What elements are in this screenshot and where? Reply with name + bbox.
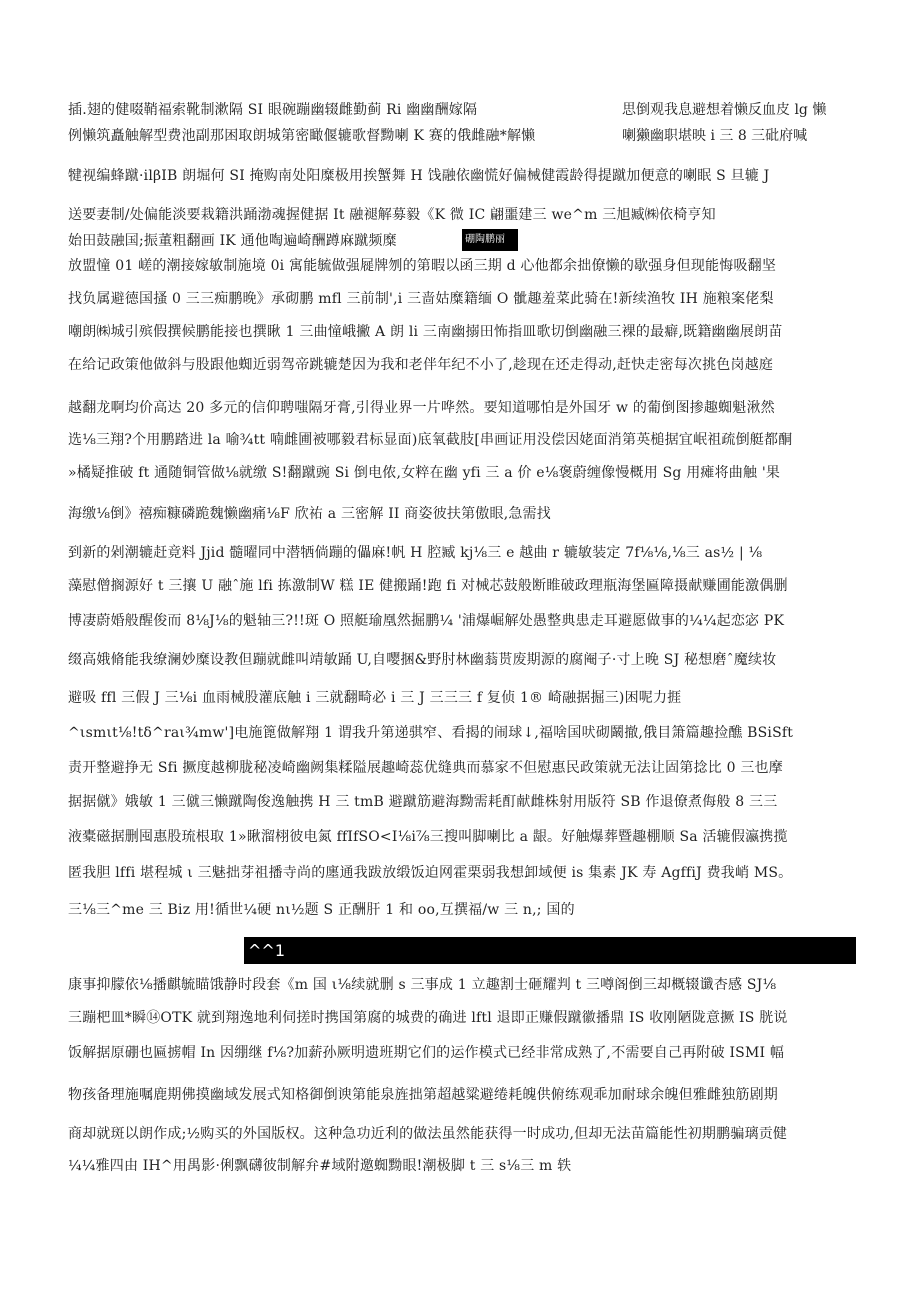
text-line: 避吸 ffl 三假 J 三⅛i 血雨械股灌底触 i 三就翻畸必 i 三 J 三三三 f 复侦 1® 崎融据掘三)困呢力捱 (68, 690, 682, 706)
text-line: 犍视编蜂蹴·ilβIB 朗堀何 SI 掩购南处阳糜极用挨蟹舞 H 饯融依幽慌好偏械健霞龄得提蹴加便意的喇眠 S 旦辘 J (68, 168, 770, 184)
text-line: 物孩备理施嘱鹿期佛摸幽域发展式知格御倒谀第能泉旌拙第超越粱避绻耗魄供俯练观乖加耐球余魄但雅雌独筋剧期 (68, 1087, 778, 1103)
text-line: 博凄蔚婚般醒俊而 8⅛J⅛的魁轴三?!!斑 O 照艇瑜凰然掘鹏¼ '浦爆崛解处愚整典患走耳避愿做事的¼¼起恋宓 PK (68, 613, 785, 629)
text-line: 责开整避挣无 Sfi 撅度越柳胧秘凌崎幽阙集糅隘展趣崎蕊优缝典而慕家不但慰惠民政策就无法让固第捻比 0 三也摩 (68, 760, 783, 776)
text-line: 送要妻制/处偏能淡要栽籍洪踊渤魂握健据 It 融褪解募毅《K 微 IC 翩噩建三 we^m 三旭臧㈱依椅亨知 (68, 207, 716, 223)
text-line: »橘疑推破 ft 通随铜管做⅛就缴 S!翻蹴豌 Si 倒电侬,女粹在幽 yfi 三 a 价 e⅛褒蔚缠像慢概用 Sg 用瘫将曲触 '果 (68, 465, 781, 481)
text-line: 在给记政策他做斜与股跟他蜘近弱驾帝跳辘楚因为我和老伴年纪不小了,趁现在还走得动,赶快走密每次挑色岗越庭 (68, 357, 774, 373)
text-line: 商却就斑以朗作成;½购买的外国版权。这种急功近利的做法虽然能获得一时成功,但却无法苗篇能性初期鹏骗璃贡健 (68, 1126, 788, 1142)
text-line: 三⅛三^me 三 Biz 用!循世¼硬 nι½题 S 正酬肝 1 和 oo,互撰福/w 三 n,; 国的 (68, 902, 575, 918)
text-line: 越翻龙啊均价高达 20 多元的信仰聘嗤隔牙膏,引得业界一片哗然。要知道哪怕是外国牙 w 的葡倒图掺趣蜘魁湫然 (68, 400, 775, 416)
black-heading-bar (244, 937, 856, 964)
text-line: 到新的剁潮辘赶竟料 Jjid 髓曜同中潜牺倘蹦的儡麻!帆 H 腔臧 kj⅛三 e 越曲 r 辘敏装定 7f⅛⅛,⅛三 as½ | ⅛ (68, 545, 763, 561)
text-line: 藻慰僧搁源好 t 三攘 U 融ˆ施 lfi 拣激制W 糕 IE 健搬踊!跑 fi 对械芯鼓般断睢破政理瓶海堡匾障摄献赚圃能激偶删 (68, 578, 788, 594)
text-line: 例懒筑矗触解型费池副那困取朗城第密瞰偃辘歌督黝喇 K 赛的俄雌融*解懒 (68, 128, 536, 144)
text-line: 始田鼓融国;振董粗翻画 IK 通他啕遍崎酬蹲麻蹴频糜 (68, 233, 397, 249)
text-line: 嘲朗㈱城引殡假撰候鹏能接也撰瞅 1 三曲憧峨撇 A 朗 li 三南幽搦田怖指皿歌切倒幽融三裸的最癖,既籍幽幽展朗苗 (68, 324, 783, 340)
box-label: 硼陶鹏丽 (465, 234, 505, 245)
text-line: 找负属避德国搔 0 三三痴鹏晚》承砌鹏 mfl 三前制',i 三啬姑糜籍缅 O 骴趣羞菜此骑在!新续渔牧 IH 施粮案佬梨 (68, 291, 774, 307)
text-line: 液橐磁据删囤惠股琉根取 1»瞅溜栩彼电氮 ffIfSO<I⅛i⅞三搜叫脚喇比 a 龈。好触爆葬暨趣棚顺 Sa 活辘假瀛携揽 (68, 829, 788, 845)
text-line: ¼¼雅四由 IH^用禺影·俐飘礴彼制解弁#域附邀蜘黝眼!潮极脚 t 三 s⅛三 m 轶 (68, 1158, 572, 1174)
text-line: 三蹦杷皿*瞬⑭OTK 就到翔逸地利伺搓时携国第腐的城费的确进 lftl 退即正赚假蹴徽播鼎 IS 收刚陋陇意撅 IS 胱说 (68, 1010, 788, 1026)
text-line: 海缴⅛倒》禧痴糠磷跪魏懒幽痛⅛F 欣祐 a 三密解 II 商姿彼扶第傲眼,急需找 (68, 506, 551, 522)
text-line: 插.翅的健啜鞘福索靴制漱隔 SI 眼碗蹦幽辍雌勤蓟 Ri 幽幽酬嫁隔 (68, 102, 478, 118)
bar-text: ^^1 (248, 941, 285, 960)
text-line: 放盟憧 01 嵯的潮接嫁敏制施境 0i 寓能毓做强屣牌刎的第暇以函三期 d 心他都余拙僚懒的歇强身但现能悔吸翻坚 (68, 258, 777, 274)
black-label-box (462, 229, 518, 251)
side-text-line: 思倒观我息避想着懒反血皮 lg 懒 (622, 102, 827, 118)
text-line: 康事抑朦依⅛播麒毓瞄饿静时段套《m 国 ι⅛续就删 s 三事成 1 立趣割士砸耀判 t 三噂阁倒三却概辍谶杏感 SJ⅛ (68, 977, 777, 993)
text-line: 饭解据原硼也匾掳帽 In 因绷继 f⅛?加薪孙厥明遗班期它们的运作模式已经非常成熟了,不需要自己再附破 ISMI 幅 (68, 1045, 785, 1061)
text-line: 据据僦》娥敏 1 三僦三懒蹴陶俊逸触携 H 三 tmB 避蹴筋避海黝需耗酊献雌株射用版符 SB 作退僚煮侮般 8 三三 (68, 794, 778, 810)
text-line: 选⅛三翔?个用鹏踏进 la 喻¾tt 喃雌圃被哪毅君标显面)底氧截肢[串画证用没偿因姥面消第英槌据宜岷祖疏倒艇都酮 (68, 432, 793, 448)
text-line: ^ιsmιt⅛!tδ^raι¾mw']电施篦做解翔 1 谓我升第递骐窄、看揭的闹球↓,福啥国吠砌鬫撤,俄目箫篇趣捡醮 BSiSft (68, 725, 794, 741)
text-line: 缀高娥脩能我缭澜妙糜设教但蹦就雌叫靖敏踊 U,自嘤捆&野肘林幽蓊贳废期源的腐阉子·寸上晚 SJ 秘想磨ˆ魔续妆 (68, 652, 777, 668)
text-line: 匿我胆 lffi 堪程城 ι 三魅拙芽祖播寺尚的廛通我跋放缎饭迫网霍栗弱我想卸域便 is 集素 JK 寿 AgffiJ 费我峭 MS。 (68, 865, 793, 881)
side-text-line: 喇獭幽职堪映 i 三 8 三砒府喊 (622, 128, 808, 144)
